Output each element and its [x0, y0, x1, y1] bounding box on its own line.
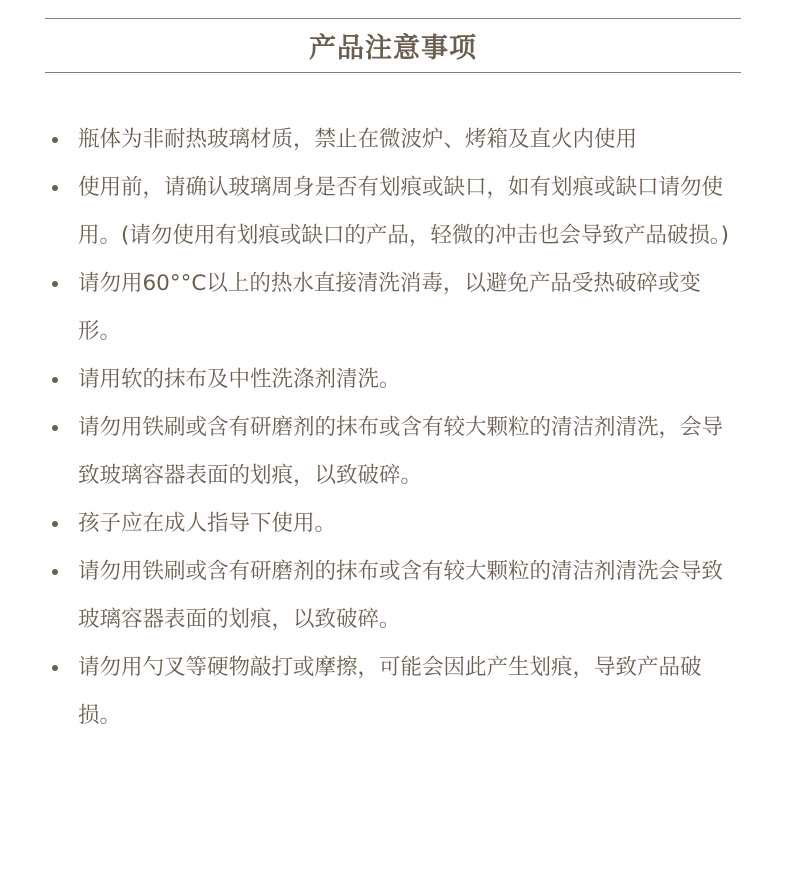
- section-header: [45, 18, 741, 73]
- list-item: [40, 404, 740, 500]
- note-text: 瓶体为非耐热玻璃材质，禁止在微波炉、烤箱及直火内使用: [78, 127, 638, 152]
- bullet-icon: [52, 569, 58, 575]
- list-item: [40, 548, 740, 644]
- list-item: [40, 644, 740, 740]
- list-item: [40, 116, 740, 164]
- note-text: 请用软的抹布及中性洗涤剂清洗。: [78, 367, 401, 392]
- bullet-icon: [52, 665, 58, 671]
- list-item: [40, 500, 740, 548]
- bullet-icon: [52, 521, 58, 527]
- note-text: 请勿用60°°C以上的热水直接清洗消毒，以避免产品受热破碎或变形。: [78, 271, 701, 344]
- bullet-icon: [52, 281, 58, 287]
- bullet-icon: [52, 137, 58, 143]
- notes-list: [40, 116, 740, 740]
- list-item: [40, 356, 740, 404]
- list-item: [40, 260, 740, 356]
- bullet-icon: [52, 377, 58, 383]
- note-text: 请勿用铁刷或含有研磨剂的抹布或含有较大颗粒的清洁剂清洗，会导致玻璃容器表面的划痕，以致破碎。: [78, 415, 724, 488]
- list-item: [40, 164, 740, 260]
- bullet-icon: [52, 425, 58, 431]
- bullet-icon: [52, 185, 58, 191]
- note-text: 请勿用勺叉等硬物敲打或摩擦，可能会因此产生划痕，导致产品破损。: [78, 655, 702, 728]
- page-title: 产品注意事项: [309, 33, 477, 64]
- note-text: 孩子应在成人指导下使用。: [78, 511, 337, 536]
- note-text: 请勿用铁刷或含有研磨剂的抹布或含有较大颗粒的清洁剂清洗会导致玻璃容器表面的划痕，以致破碎。: [78, 559, 724, 632]
- note-text: 使用前，请确认玻璃周身是否有划痕或缺口，如有划痕或缺口请勿使用。(请勿使用有划痕或缺口的产品，轻微的冲击也会导致产品破损。): [78, 175, 730, 248]
